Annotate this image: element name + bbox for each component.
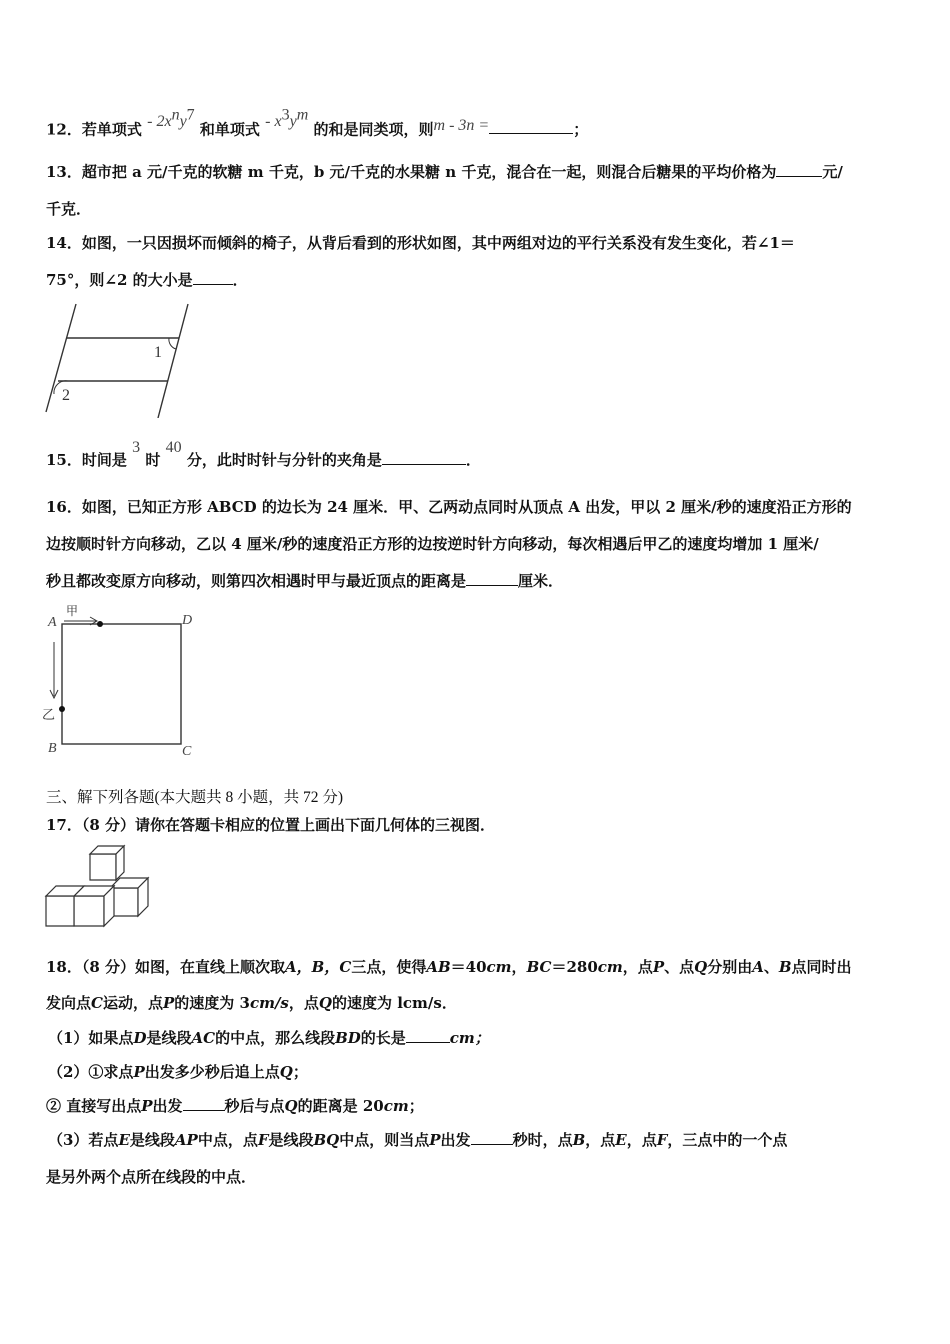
q18-p4-f: F (656, 1131, 668, 1149)
m2-x: x (274, 113, 282, 131)
q18-p4-p: P (429, 1131, 441, 1149)
q13-answer-blank (776, 162, 822, 177)
question-13-line1 (46, 162, 843, 182)
m2-exp-m: m (296, 107, 309, 124)
q18-l2g: ，点 (288, 994, 319, 1012)
q18-l2i: 的速度为 lcm/s． (331, 994, 457, 1012)
q18-p2: P (162, 994, 175, 1012)
q15-hour: 3 (132, 439, 141, 456)
q18-l2e: 的速度为 3 (174, 994, 250, 1012)
q18-p3c: 出发 (152, 1097, 183, 1115)
q18-p1g: 的长是 (360, 1029, 406, 1047)
monomial-1 (147, 107, 195, 131)
q14-answer-blank (193, 270, 233, 285)
m1-y: y (179, 113, 187, 131)
vertex-b-label: B (48, 741, 57, 756)
q18-l2a: 发向点 (46, 994, 92, 1012)
q18-p4-b: B (572, 1131, 586, 1149)
q18-l1k: ，点 (622, 958, 653, 976)
point-yi-label: 乙 (42, 708, 56, 723)
q18-l1s: 点同时出 (791, 958, 852, 976)
q18-comma: ， (511, 958, 527, 976)
chair-left-leg (46, 304, 76, 412)
monomial-2 (265, 107, 309, 131)
question-18-line1 (46, 957, 852, 977)
q18-ab-value: ＝40 (450, 958, 487, 976)
q18-l1a: 18．（8 分）如图，在直线上顺次取 (46, 958, 286, 976)
m2-exp-3: 3 (281, 107, 290, 124)
q15-text-b: 分，此时时针与分针的夹角是 (186, 451, 382, 469)
square-abcd-figure (40, 600, 210, 760)
q13-unit: 元/ (822, 163, 843, 181)
question-16-line3 (46, 571, 563, 591)
q18-c: C (91, 994, 103, 1012)
m2-y: y (289, 113, 297, 131)
q18-e: E (118, 1131, 130, 1149)
q18-q2: Q (318, 994, 332, 1012)
q18-points-abc: A，B，C (285, 958, 352, 976)
q16-unit: 厘米． (518, 572, 564, 590)
q18-l1q: 、 (763, 958, 779, 976)
angle-2-label: 2 (62, 387, 70, 404)
cube-top (90, 846, 124, 880)
q18-p3d: 秒后与点 (224, 1097, 285, 1115)
q18-p4g: 是线段 (268, 1131, 314, 1149)
q18-b: B (778, 958, 792, 976)
q12-end: ； (573, 120, 589, 139)
question-15 (46, 439, 481, 471)
point-yi (59, 706, 65, 712)
q18-p4c: 是线段 (129, 1131, 175, 1149)
q18-p2-p: P (133, 1063, 145, 1081)
q18-p3h: ； (408, 1097, 424, 1115)
q18-l2c: 运动，点 (102, 994, 163, 1012)
q18-p3-q: Q (284, 1097, 298, 1115)
question-16-line2: 边按顺时针方向移动，乙以 4 厘米/秒的速度沿正方形的边按逆时针方向移动，每次相遇后甲乙的速度均增加 1 厘米/ (46, 535, 819, 553)
section-3-heading: 三、解下列各题(本大题共 8 小题，共 72 分) (46, 789, 344, 806)
vertex-c-label: C (182, 744, 192, 759)
q18-part2b-blank (183, 1096, 225, 1111)
q18-p3f: 的距离是 20 (297, 1097, 384, 1115)
q15-text-a: 15．时间是 (46, 451, 127, 469)
angle-1-label: 1 (154, 344, 162, 361)
q18-p1c: 是线段 (146, 1029, 192, 1047)
question-14-line1: 14．如图，一只因损坏而倾斜的椅子，从背后看到的形状如图，其中两组对边的平行关系没有发生变化，若∠1＝ (46, 234, 795, 252)
q18-p1e: 的中点，那么线段 (215, 1029, 336, 1047)
question-16-line1: 16．如图，已知正方形 ABCD 的边长为 24 厘米．甲、乙两动点同时从顶点 A 出发，甲以 2 厘米/秒的速度沿正方形的 (46, 498, 852, 516)
q18-p2c: 出发多少秒后追上点 (144, 1063, 280, 1081)
cubes-figure (44, 842, 160, 928)
m1-sign: - (147, 113, 153, 131)
cube-right (110, 878, 148, 916)
q18-p3-cm: cm (383, 1097, 409, 1115)
q18-p1-unit: cm； (449, 1029, 490, 1047)
q18-p2a: （2）①求点 (48, 1063, 134, 1081)
q14-text: 75°，则∠2 的大小是 (46, 271, 193, 289)
q18-l1m: 、点 (664, 958, 695, 976)
q18-p4a: （3）若点 (48, 1131, 119, 1149)
point-jia (97, 621, 103, 627)
q15-text-hour: 时 (145, 451, 161, 469)
question-17: 17．（8 分）请你在答题卡相应的位置上画出下面几何体的三视图． (46, 816, 496, 834)
chair-right-leg (158, 304, 188, 418)
m1-exp-7: 7 (186, 107, 195, 124)
q12-expression: m - 3n = (433, 117, 490, 135)
q18-q: Q (694, 958, 708, 976)
q18-part3-blank (471, 1130, 513, 1145)
q18-p4i: 中点，则当点 (339, 1131, 430, 1149)
q18-f: F (257, 1131, 269, 1149)
q18-part1-blank (406, 1028, 450, 1043)
m1-exp-n: n (171, 107, 180, 124)
question-13-line2: 千克． (46, 200, 92, 218)
q18-p3a: ② 直接写出点 (46, 1097, 142, 1115)
q18-speed-unit: cm/s (249, 994, 289, 1012)
q15-minute: 40 (165, 439, 182, 456)
q18-p4l: 秒时，点 (512, 1131, 573, 1149)
m2-sign: - (265, 113, 271, 131)
q18-p2e: ； (292, 1063, 308, 1081)
q13-text: 13．超市把 a 元/千克的软糖 m 千克，b 元/千克的水果糖 n 千克，混合在一起，则混合后糖果的平均价格为 (46, 163, 777, 181)
q18-p4r: ，三点中的一个点 (667, 1131, 788, 1149)
q16-text: 秒且都改变原方向移动，则第四次相遇时甲与最近顶点的距离是 (46, 572, 467, 590)
q18-ab: AB (426, 958, 451, 976)
q12-text-a: 若单项式 (81, 120, 142, 139)
square-abcd (62, 624, 181, 744)
q12-text-b: 和单项式 (199, 120, 260, 139)
q18-p2-q: Q (279, 1063, 293, 1081)
question-18-part2b (46, 1096, 424, 1116)
q18-p3-p: P (141, 1097, 153, 1115)
q18-bc-value: ＝280 (551, 958, 598, 976)
q15-answer-blank (382, 450, 466, 465)
q18-p4k: 出发 (440, 1131, 471, 1149)
cube-middle (74, 886, 114, 926)
q16-answer-blank (466, 571, 518, 586)
question-12 (46, 107, 589, 140)
question-18-part3-line2: 是另外两个点所在线段的中点． (46, 1168, 257, 1186)
q18-bq: BQ (313, 1131, 340, 1149)
chair-figure (40, 302, 200, 418)
q18-p4n: ，点 (585, 1131, 616, 1149)
question-18-part3 (48, 1130, 787, 1150)
q14-end: ． (232, 271, 248, 289)
q18-ap: AP (174, 1131, 198, 1149)
q18-l1o: 分别由 (707, 958, 753, 976)
point-jia-label: 甲 (66, 604, 79, 618)
question-18-line2 (46, 993, 457, 1013)
question-14-line2 (46, 270, 248, 290)
q12-text-c: 的和是同类项，则 (313, 120, 434, 139)
q18-a: A (752, 958, 764, 976)
q12-number: 12． (46, 120, 82, 139)
angle-1-arc (169, 338, 176, 349)
q18-bc: BC (526, 958, 552, 976)
q18-p: P (652, 958, 665, 976)
vertex-d-label: D (182, 613, 193, 628)
q18-cm-1: cm (486, 958, 512, 976)
q18-cm-2: cm (597, 958, 623, 976)
q12-answer-blank (489, 119, 573, 134)
question-18-part1 (48, 1028, 490, 1048)
q18-l1c: 三点，使得 (351, 958, 427, 976)
vertex-a-label: A (48, 615, 57, 630)
q18-p4-e: E (615, 1131, 627, 1149)
q18-p4e: 中点，点 (197, 1131, 258, 1149)
q18-d: D (133, 1029, 147, 1047)
q15-end: ． (465, 451, 481, 469)
q18-p4p: ，点 (626, 1131, 657, 1149)
q18-p1a: （1）如果点 (48, 1029, 134, 1047)
q18-bd: BD (335, 1029, 361, 1047)
q18-ac: AC (191, 1029, 216, 1047)
m1-coef: 2x (156, 113, 172, 131)
question-18-part2 (48, 1062, 308, 1082)
